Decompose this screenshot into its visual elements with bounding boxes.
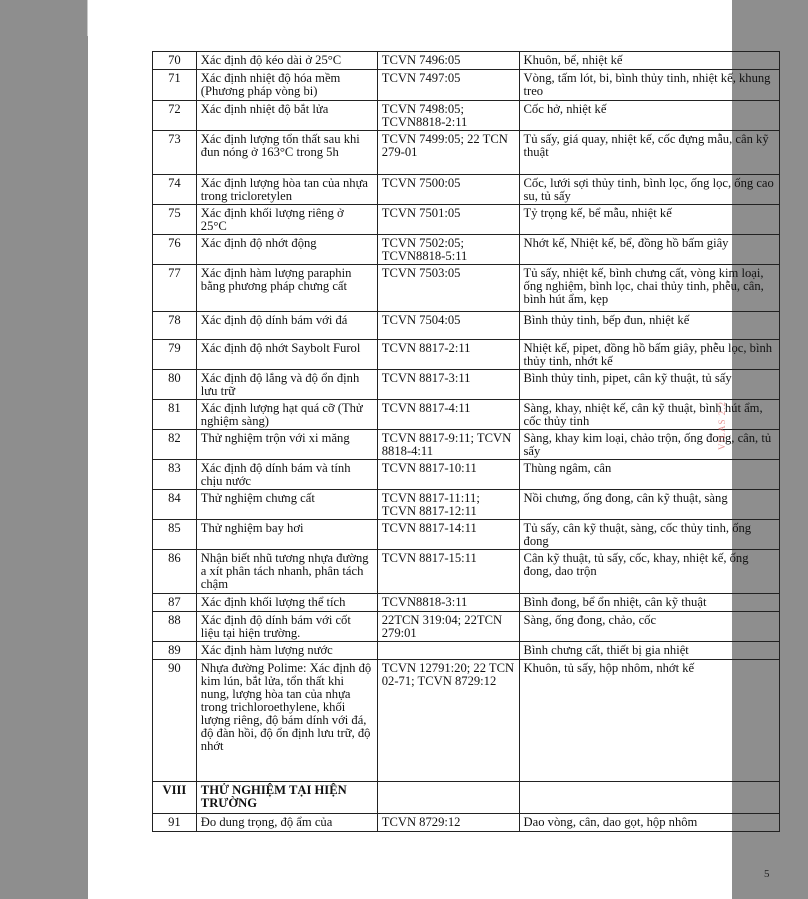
test-name-cell: Thử nghiệm bay hơi bbox=[196, 520, 377, 550]
standard-cell: TCVN 8817-10:11 bbox=[377, 460, 519, 490]
row-number-cell: 80 bbox=[153, 370, 197, 400]
test-name-cell: Xác định lượng hạt quá cỡ (Thử nghiệm sàng) bbox=[196, 400, 377, 430]
equipment-cell: Cân kỹ thuật, tủ sấy, cốc, khay, nhiệt kế, ống đong, dao trộn bbox=[519, 550, 779, 594]
equipment-cell: Vòng, tấm lót, bi, bình thủy tinh, nhiệt kế, khung treo bbox=[519, 70, 779, 101]
standard-cell: TCVN 7502:05; TCVN8818-5:11 bbox=[377, 235, 519, 265]
section-row bbox=[153, 782, 780, 814]
row-number-cell: 76 bbox=[153, 235, 197, 265]
standard-cell: TCVN 7498:05; TCVN8818-2:11 bbox=[377, 101, 519, 131]
standard-cell: TCVN 7496:05 bbox=[377, 52, 519, 70]
test-name-cell: Xác định hàm lượng paraphin bằng phương pháp chưng cất bbox=[196, 265, 377, 312]
row-number-cell: 73 bbox=[153, 131, 197, 175]
row-number-cell: 90 bbox=[153, 660, 197, 782]
test-name-cell: Thử nghiệm chưng cất bbox=[196, 490, 377, 520]
test-name-cell: Xác định nhiệt độ bắt lửa bbox=[196, 101, 377, 131]
equipment-cell: Sàng, khay, nhiệt kế, cân kỹ thuật, bình hút ẩm, cốc thủy tinh bbox=[519, 400, 779, 430]
table-row bbox=[153, 70, 780, 101]
row-number-cell: 77 bbox=[153, 265, 197, 312]
equipment-cell: Bình thủy tinh, bếp đun, nhiệt kế bbox=[519, 312, 779, 340]
table-row bbox=[153, 460, 780, 490]
row-number-cell: 83 bbox=[153, 460, 197, 490]
equipment-cell: Nhiệt kế, pipet, đồng hồ bấm giây, phễu lọc, bình thủy tinh, nhớt kế bbox=[519, 340, 779, 370]
equipment-cell: Dao vòng, cân, dao gọt, hộp nhôm bbox=[519, 814, 779, 832]
row-number-cell: 86 bbox=[153, 550, 197, 594]
test-methods-table bbox=[152, 51, 780, 832]
equipment-cell: Bình đong, bể ổn nhiệt, cân kỹ thuật bbox=[519, 594, 779, 612]
table-row bbox=[153, 612, 780, 642]
table-row bbox=[153, 235, 780, 265]
equipment-cell: Tủ sấy, cân kỹ thuật, sàng, cốc thủy tinh, ống đong bbox=[519, 520, 779, 550]
equipment-cell: Bình thủy tinh, pipet, cân kỹ thuật, tủ sấy bbox=[519, 370, 779, 400]
test-name-cell: Xác định độ dính bám với cốt liệu tại hiện trường. bbox=[196, 612, 377, 642]
equipment-cell: Sàng, ống đong, chảo, cốc bbox=[519, 612, 779, 642]
test-name-cell: Xác định độ nhớt động bbox=[196, 235, 377, 265]
standard-cell: TCVN 7501:05 bbox=[377, 205, 519, 235]
standard-cell: TCVN 8817-2:11 bbox=[377, 340, 519, 370]
test-name-cell: Xác định lượng hòa tan của nhựa trong tricloretylen bbox=[196, 175, 377, 205]
equipment-cell: Bình chưng cất, thiết bị gia nhiệt bbox=[519, 642, 779, 660]
test-name-cell: Xác định nhiệt độ hóa mềm (Phương pháp vòng bi) bbox=[196, 70, 377, 101]
standard-cell: 22TCN 319:04; 22TCN 279:01 bbox=[377, 612, 519, 642]
test-name-cell: Nhận biết nhũ tương nhựa đường a xít phân tách nhanh, phân tách chậm bbox=[196, 550, 377, 594]
test-name-cell: Xác định lượng tổn thất sau khi đun nóng ở 163°C trong 5h bbox=[196, 131, 377, 175]
table-row bbox=[153, 131, 780, 175]
equipment-cell bbox=[519, 782, 779, 814]
test-name-cell: Xác định độ kéo dài ở 25°C bbox=[196, 52, 377, 70]
standard-cell: TCVN 7504:05 bbox=[377, 312, 519, 340]
table-row bbox=[153, 265, 780, 312]
row-number-cell: 84 bbox=[153, 490, 197, 520]
row-number-cell: 91 bbox=[153, 814, 197, 832]
row-number-cell: 74 bbox=[153, 175, 197, 205]
row-number-cell: 71 bbox=[153, 70, 197, 101]
standard-cell bbox=[377, 642, 519, 660]
standard-cell: TCVN 7499:05; 22 TCN 279-01 bbox=[377, 131, 519, 175]
row-number-cell: 75 bbox=[153, 205, 197, 235]
test-name-cell: Xác định khối lượng riêng ở 25°C bbox=[196, 205, 377, 235]
row-number-cell: VIII bbox=[153, 782, 197, 814]
standard-cell: TCVN 7497:05 bbox=[377, 70, 519, 101]
table-row bbox=[153, 550, 780, 594]
test-name-cell: Xác định độ dính bám với đá bbox=[196, 312, 377, 340]
standard-cell: TCVN 8817-4:11 bbox=[377, 400, 519, 430]
table-row bbox=[153, 370, 780, 400]
row-number-cell: 89 bbox=[153, 642, 197, 660]
equipment-cell: Tỷ trọng kế, bể mẫu, nhiệt kế bbox=[519, 205, 779, 235]
table-row bbox=[153, 490, 780, 520]
equipment-cell: Cốc hở, nhiệt kế bbox=[519, 101, 779, 131]
test-name-cell: THỬ NGHIỆM TẠI HIỆN TRƯỜNG bbox=[196, 782, 377, 814]
table-row bbox=[153, 400, 780, 430]
standard-cell: TCVN 7500:05 bbox=[377, 175, 519, 205]
equipment-cell: Khuôn, tủ sấy, hộp nhôm, nhớt kế bbox=[519, 660, 779, 782]
table-row bbox=[153, 175, 780, 205]
standard-cell: TCVN 8817-3:11 bbox=[377, 370, 519, 400]
standard-cell: TCVN 8817-9:11; TCVN 8818-4:11 bbox=[377, 430, 519, 460]
row-number-cell: 70 bbox=[153, 52, 197, 70]
equipment-cell: Sàng, khay kim loại, chảo trộn, ống đong, cân, tủ sấy bbox=[519, 430, 779, 460]
equipment-cell: Tủ sấy, nhiệt kế, bình chưng cất, vòng kim loại, ống nghiệm, bình lọc, chai thủy tinh, phễu, cân, bình hút ẩm, kẹp bbox=[519, 265, 779, 312]
standard-cell: TCVN 7503:05 bbox=[377, 265, 519, 312]
equipment-cell: Nhớt kế, Nhiệt kế, bể, đồng hồ bấm giây bbox=[519, 235, 779, 265]
table-row bbox=[153, 594, 780, 612]
test-name-cell: Nhựa đường Polime: Xác định độ kim lún, bắt lửa, tổn thất khi nung, lượng hòa tan của nhựa trong trichloroethylene, khối lượng riêng, độ bám dính với đá, độ đàn hồi, độ ổn định lưu trữ, độ nhớt bbox=[196, 660, 377, 782]
standard-cell bbox=[377, 782, 519, 814]
standard-cell: TCVN 8729:12 bbox=[377, 814, 519, 832]
table-body bbox=[153, 52, 780, 832]
table-row bbox=[153, 312, 780, 340]
row-number-cell: 81 bbox=[153, 400, 197, 430]
table-row bbox=[153, 52, 780, 70]
document-page bbox=[88, 0, 774, 899]
equipment-cell: Thùng ngâm, cân bbox=[519, 460, 779, 490]
table-row bbox=[153, 205, 780, 235]
row-number-cell: 88 bbox=[153, 612, 197, 642]
test-name-cell: Xác định độ lắng và độ ổn định lưu trữ bbox=[196, 370, 377, 400]
test-name-cell: Thử nghiệm trộn với xi măng bbox=[196, 430, 377, 460]
row-number-cell: 87 bbox=[153, 594, 197, 612]
table-row bbox=[153, 430, 780, 460]
table-row bbox=[153, 660, 780, 782]
test-name-cell: Xác định độ dính bám và tính chịu nước bbox=[196, 460, 377, 490]
test-name-cell: Đo dung trọng, độ ẩm của bbox=[196, 814, 377, 832]
standard-cell: TCVN 8817-11:11; TCVN 8817-12:11 bbox=[377, 490, 519, 520]
table-row bbox=[153, 520, 780, 550]
row-number-cell: 85 bbox=[153, 520, 197, 550]
equipment-cell: Tủ sấy, giá quay, nhiệt kế, cốc đựng mẫu, cân kỹ thuật bbox=[519, 131, 779, 175]
row-number-cell: 79 bbox=[153, 340, 197, 370]
equipment-cell: Khuôn, bể, nhiệt kế bbox=[519, 52, 779, 70]
equipment-cell: Nồi chưng, ống đong, cân kỹ thuật, sàng bbox=[519, 490, 779, 520]
side-stamp: VILAS 2.2 bbox=[717, 401, 727, 450]
standard-cell: TCVN8818-3:11 bbox=[377, 594, 519, 612]
row-number-cell: 82 bbox=[153, 430, 197, 460]
test-name-cell: Xác định độ nhớt Saybolt Furol bbox=[196, 340, 377, 370]
row-number-cell: 72 bbox=[153, 101, 197, 131]
table-row bbox=[153, 340, 780, 370]
table-row bbox=[153, 101, 780, 131]
standard-cell: TCVN 8817-14:11 bbox=[377, 520, 519, 550]
test-name-cell: Xác định hàm lượng nước bbox=[196, 642, 377, 660]
row-number-cell: 78 bbox=[153, 312, 197, 340]
table-row bbox=[153, 814, 780, 832]
equipment-cell: Cốc, lưới sợi thủy tinh, bình lọc, ống lọc, ống cao su, tủ sấy bbox=[519, 175, 779, 205]
table-row bbox=[153, 642, 780, 660]
standard-cell: TCVN 12791:20; 22 TCN 02-71; TCVN 8729:12 bbox=[377, 660, 519, 782]
standard-cell: TCVN 8817-15:11 bbox=[377, 550, 519, 594]
test-name-cell: Xác định khối lượng thể tích bbox=[196, 594, 377, 612]
page-number: 5 bbox=[764, 868, 770, 880]
